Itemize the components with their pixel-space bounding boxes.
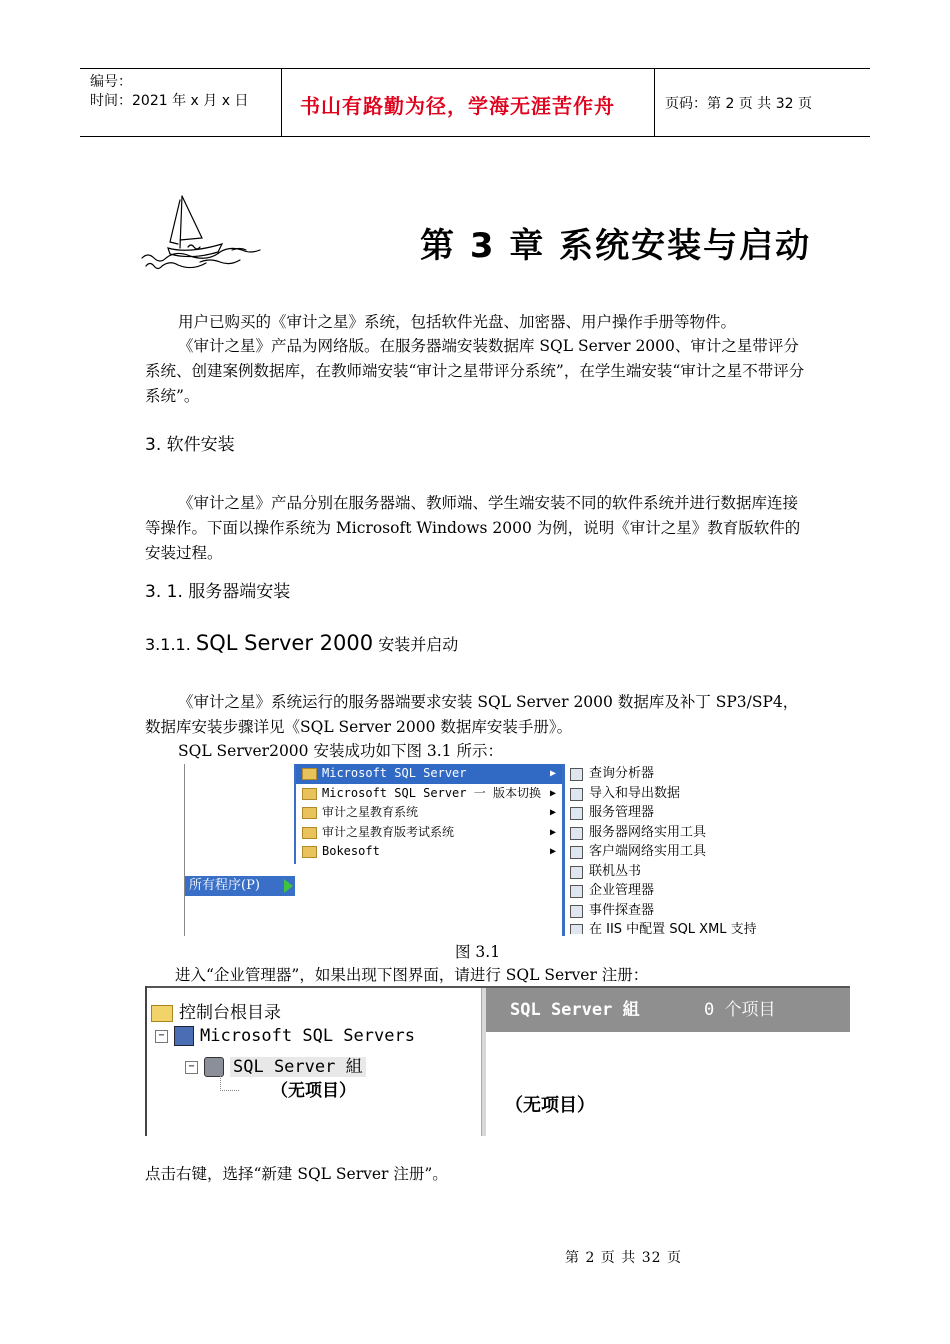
menu-item-service-manager[interactable] <box>565 803 770 823</box>
menu-item-audit-star-exam[interactable] <box>296 823 562 843</box>
menu-item-label: 客户端网络实用工具 <box>589 844 707 859</box>
menu-item-iis-sqlxml[interactable] <box>565 920 770 934</box>
chevron-right-icon: ▶ <box>549 807 556 818</box>
client-network-icon <box>570 846 583 859</box>
chevron-right-icon: ▶ <box>549 826 556 838</box>
menu-item-microsoft-sql-server[interactable] <box>296 764 562 784</box>
chevron-right-icon: ▶ <box>549 846 556 857</box>
menu-item-label: 服务管理器 <box>589 805 655 820</box>
paragraph: 用户已购买的《审计之星》系统，包括软件光盘、加密器、用户操作手册等物件。 <box>178 313 737 331</box>
details-header-title: SQL Server 組 <box>510 1000 640 1020</box>
folder-icon <box>302 827 317 839</box>
menu-item-label: 导入和导出数据 <box>589 785 681 801</box>
section-heading: 3. 软件安装 <box>145 435 235 455</box>
section-heading: 3. 1. 服务器端安装 <box>145 582 291 602</box>
chapter-title: 第 3 章 系统安装与启动 <box>420 226 812 266</box>
tree-node-sql-server-group[interactable] <box>185 1052 366 1077</box>
folder-icon <box>302 768 317 780</box>
server-group-icon <box>174 1026 194 1046</box>
menu-item-label: 审计之星教育版考试系统 <box>322 824 455 839</box>
menu-item-server-network[interactable] <box>565 823 770 843</box>
menu-item-bokesoft[interactable] <box>296 842 562 862</box>
enterprise-manager-icon <box>570 885 583 898</box>
details-empty-label: （无项目） <box>505 1095 595 1116</box>
menu-border <box>184 764 185 936</box>
menu-item-version-switch[interactable] <box>296 784 562 804</box>
menu-item-label: 在 IIS 中配置 SQL XML 支持 <box>589 922 757 934</box>
enterprise-manager-screenshot <box>145 986 850 1136</box>
tree-node-label: SQL Server 組 <box>230 1057 366 1077</box>
menu-item-enterprise-manager[interactable] <box>565 881 770 901</box>
figure-caption: 图 3.1 <box>455 943 501 961</box>
collapse-icon: − <box>185 1061 198 1074</box>
paragraph: 《审计之星》产品为网络版。在服务器端安装数据库 SQL Server 2000、审计之星带评分系统、创建案例数据库，在教师端安装“审计之星带评分系统”，在学生端安装“审计之星不带评分系统”。 <box>145 337 805 405</box>
all-programs-item[interactable] <box>185 876 295 896</box>
header-divider <box>281 69 282 136</box>
sql-server-submenu <box>562 764 770 936</box>
menu-item-label: 事件探查器 <box>589 902 655 918</box>
screenshot-border <box>145 986 147 1136</box>
tree-connector <box>220 1072 239 1091</box>
menu-item-label: 联机丛书 <box>589 863 642 879</box>
query-analyzer-icon <box>570 768 583 781</box>
folder-icon <box>302 807 317 819</box>
subsection-heading <box>145 631 458 655</box>
folder-icon <box>302 788 317 800</box>
paragraph: 《审计之星》系统运行的服务器端要求安装 SQL Server 2000 数据库及补丁 SP3/SP4，数据库安装步骤详见《SQL Server 2000 数据库安装手册》。 <box>145 693 799 736</box>
details-header <box>486 988 850 1032</box>
subsection-title-en: SQL Server 2000 <box>195 631 374 655</box>
menu-item-label: 审计之星教育系统 <box>322 805 419 819</box>
menu-item-query-analyzer[interactable] <box>565 764 770 784</box>
menu-item-label: 查询分析器 <box>589 766 655 781</box>
help-book-icon <box>570 866 583 879</box>
menu-item-label: Microsoft SQL Server 一 版本切换 <box>322 785 541 800</box>
tree-node-console-root[interactable] <box>151 998 281 1023</box>
menu-item-import-export[interactable] <box>565 784 770 804</box>
header-time: 时间：2021 年 x 月 x 日 <box>90 93 249 109</box>
subsection-number: 3.1.1. <box>145 635 196 654</box>
menu-item-audit-star-edu[interactable] <box>296 803 562 823</box>
menu-item-client-network[interactable] <box>565 842 770 862</box>
import-export-icon <box>570 788 583 801</box>
service-manager-icon <box>570 807 583 820</box>
subsection-title-cn: 安装并启动 <box>373 635 459 654</box>
header-page-number: 页码：第 2 页 共 32 页 <box>665 96 812 112</box>
folder-icon <box>302 846 317 858</box>
chevron-right-icon: ▶ <box>549 768 556 779</box>
programs-submenu <box>294 764 562 864</box>
menu-item-label: 服务器网络实用工具 <box>589 824 707 840</box>
all-programs-label: 所有程序(P) <box>189 878 260 893</box>
tree-node-label: Microsoft SQL Servers <box>200 1026 415 1046</box>
start-menu-screenshot <box>184 764 767 936</box>
header-motto: 书山有路勤为径，学海无涯苦作舟 <box>300 94 615 118</box>
menu-item-label: 企业管理器 <box>589 883 655 898</box>
menu-item-label: Microsoft SQL Server <box>322 766 467 780</box>
collapse-icon: − <box>155 1030 168 1043</box>
paragraph: 点击右键，选择“新建 SQL Server 注册”。 <box>145 1165 448 1183</box>
page-footer: 第 2 页 共 32 页 <box>565 1250 682 1266</box>
iis-config-icon <box>570 924 583 934</box>
paragraph: SQL Server2000 安装成功如下图 3.1 所示： <box>178 742 503 760</box>
sailboat-icon <box>140 192 262 270</box>
header-divider <box>654 69 655 136</box>
menu-item-profiler[interactable] <box>565 901 770 921</box>
tree-node-label: 控制台根目录 <box>179 1003 281 1023</box>
tree-empty-label: （无项目） <box>271 1081 356 1101</box>
profiler-icon <box>570 905 583 918</box>
folder-icon <box>151 1005 173 1022</box>
arrow-right-icon <box>284 879 293 893</box>
menu-item-books-online[interactable] <box>565 862 770 882</box>
tree-node-sql-servers[interactable] <box>155 1026 415 1046</box>
server-network-icon <box>570 827 583 840</box>
paragraph: 《审计之星》产品分别在服务器端、教师端、学生端安装不同的软件系统并进行数据库连接等操作。下面以操作系统为 Microsoft Windows 2000 为例，说明《审计之星》教育版软件的安装过程。 <box>145 494 801 562</box>
paragraph: 进入“企业管理器”，如果出现下图界面，请进行 SQL Server 注册： <box>175 966 649 984</box>
header-number: 编号： <box>90 74 132 90</box>
menu-item-label: Bokesoft <box>322 844 380 858</box>
details-header-count: 0 个项目 <box>704 1000 776 1020</box>
chevron-right-icon: ▶ <box>549 787 556 799</box>
